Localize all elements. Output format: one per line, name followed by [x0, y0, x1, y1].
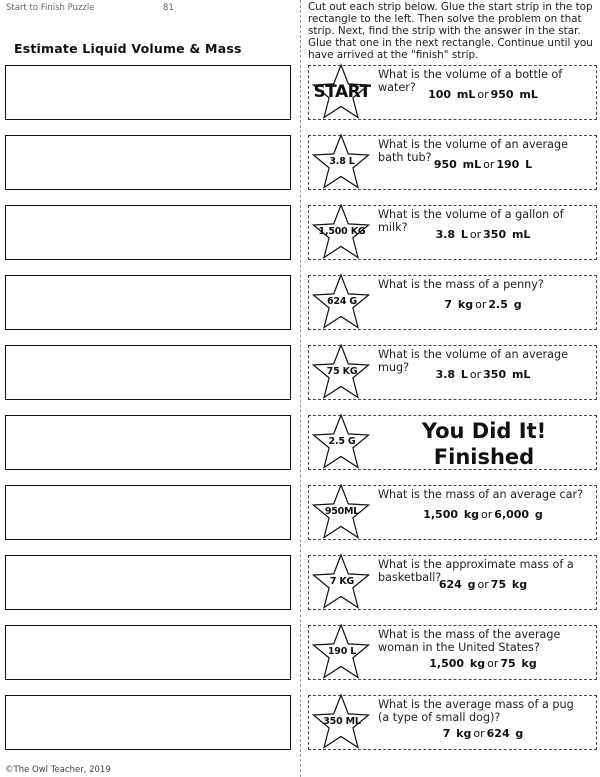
puzzle-strip — [308, 205, 597, 260]
or-word: or — [477, 88, 489, 101]
puzzle-strip — [308, 135, 597, 190]
or-word: or — [477, 578, 489, 591]
answer-option-b: 624 g — [486, 727, 524, 740]
page-number: 81 — [163, 3, 174, 13]
puzzle-strip — [308, 275, 597, 330]
answer-option-a: 1,500 kg — [429, 657, 486, 670]
worksheet-title: Estimate Liquid Volume & Mass — [14, 41, 242, 56]
strip-question: What is the volume of an average mug? — [378, 348, 569, 375]
answer-option-a: 100 mL — [428, 88, 476, 101]
cut-line-divider — [300, 0, 301, 777]
or-word: or — [481, 508, 493, 521]
puzzle-strip — [308, 695, 597, 750]
strip-question: What is the volume of an average bath tub? — [378, 138, 569, 165]
answer-choices — [378, 508, 588, 521]
glue-rectangle — [5, 65, 291, 120]
finish-line-2: Finished — [433, 445, 535, 469]
answer-choices — [378, 228, 588, 241]
answer-option-a: 3.8 L — [435, 368, 468, 381]
strip-question: What is the mass of the average woman in the United States? — [378, 628, 561, 655]
answer-option-b: 6,000 g — [494, 508, 543, 521]
header-title: Start to Finish Puzzle — [6, 3, 95, 13]
strip-question: What is the mass of an average car? — [378, 488, 584, 501]
glue-rectangle — [5, 625, 291, 680]
star-answer: 2.5 G — [328, 436, 356, 447]
answer-option-b: 190 L — [496, 158, 533, 171]
answer-option-a: 950 mL — [433, 158, 482, 171]
answer-option-b: 75 kg — [490, 578, 528, 591]
star-icon — [309, 273, 375, 333]
footer-copyright: ©The Owl Teacher, 2019 — [5, 765, 111, 775]
glue-rectangle — [5, 485, 291, 540]
puzzle-strip — [308, 555, 597, 610]
star-icon — [309, 623, 375, 683]
glue-rectangle — [5, 135, 291, 190]
star-icon — [309, 133, 375, 193]
answer-choices — [378, 727, 588, 740]
star-answer: 3.8 L — [329, 156, 355, 167]
answer-choices — [378, 368, 588, 381]
star-icon — [309, 343, 375, 403]
or-word: or — [483, 158, 495, 171]
star-icon — [309, 413, 375, 473]
puzzle-strip — [308, 415, 597, 470]
finish-message — [379, 418, 589, 470]
strip-question: What is the average mass of a pug (a type of small dog)? — [378, 698, 574, 725]
answer-choices — [378, 298, 588, 311]
answer-choices — [378, 578, 588, 591]
strip-question: What is the approximate mass of a basketball? — [378, 558, 574, 585]
answer-option-b: 350 mL — [483, 228, 531, 241]
or-word: or — [469, 368, 482, 381]
strip-question: What is the volume of a gallon of milk? — [378, 208, 564, 235]
puzzle-strip — [308, 65, 597, 120]
star-icon — [309, 693, 375, 753]
glue-rectangle — [5, 695, 291, 750]
answer-option-b: 2.5 g — [488, 298, 522, 311]
answer-option-a: 1,500 kg — [423, 508, 480, 521]
answer-option-a: 3.8 L — [435, 228, 468, 241]
star-answer: START — [313, 82, 371, 102]
instructions: Cut out each strip below. Glue the start strip in the top rectangle to the left. Then solve the problem on that strip. Next, find the strip with the answer in the star. Glue that one in the next rectangle. Continue until you have arrived at the "finish" strip. — [308, 1, 593, 62]
or-word: or — [469, 228, 482, 241]
or-word: or — [475, 298, 487, 311]
answer-option-b: 75 kg — [500, 657, 537, 670]
star-icon — [309, 203, 375, 263]
glue-rectangle — [5, 415, 291, 470]
glue-rectangle — [5, 205, 291, 260]
star-icon — [309, 63, 375, 123]
answer-choices — [378, 88, 588, 101]
glue-rectangle — [5, 555, 291, 610]
glue-rectangle — [5, 345, 291, 400]
star-answer: 190 L — [327, 646, 357, 657]
puzzle-strip — [308, 485, 597, 540]
star-icon — [309, 553, 375, 613]
star-answer: 950ML — [324, 506, 360, 517]
or-word: or — [487, 657, 499, 670]
answer-option-b: 350 mL — [483, 368, 531, 381]
glue-rectangle — [5, 275, 291, 330]
finish-line-1: You Did It! — [421, 419, 547, 443]
puzzle-strip — [308, 345, 597, 400]
puzzle-strip — [308, 625, 597, 680]
star-answer: 75 KG — [326, 366, 358, 377]
strip-question: What is the mass of a penny? — [378, 278, 544, 291]
star-icon — [309, 483, 375, 543]
or-word: or — [473, 727, 485, 740]
star-answer: 1,500 KG — [318, 226, 366, 237]
answer-option-a: 7 kg — [444, 298, 474, 311]
answer-choices — [378, 158, 588, 171]
answer-option-a: 624 g — [438, 578, 476, 591]
star-answer: 624 G — [327, 296, 357, 307]
star-answer: 350 ML — [323, 716, 361, 727]
answer-option-b: 950 mL — [490, 88, 538, 101]
answer-option-a: 7 kg — [442, 727, 472, 740]
answer-choices — [378, 657, 588, 670]
star-answer: 7 KG — [329, 576, 355, 587]
strip-question: What is the volume of a bottle of water? — [378, 68, 563, 95]
